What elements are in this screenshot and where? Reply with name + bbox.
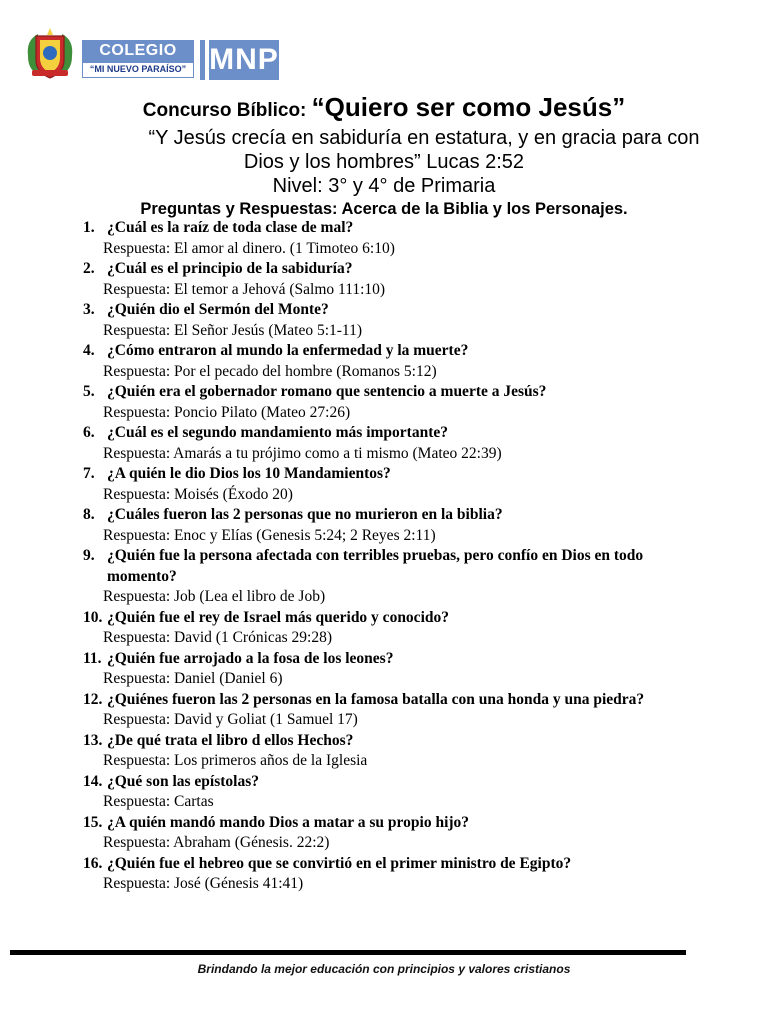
answer-text: Respuesta: David y Goliat (1 Samuel 17) (103, 711, 358, 728)
question-text: ¿De qué trata el libro d ellos Hechos? (107, 731, 354, 749)
section-subtitle: Preguntas y Respuestas: Acerca de la Biblia y los Personajes. (140, 200, 628, 218)
question-item (83, 546, 693, 608)
question-number: 9. (83, 547, 95, 564)
question-number: 7. (83, 465, 95, 482)
school-crest-icon (24, 26, 76, 82)
question-text: ¿Quién fue arrojado a la fosa de los leones? (107, 649, 394, 667)
question-text: ¿Quién fue el rey de Israel más querido y conocido? (107, 608, 449, 626)
question-text: ¿A quién mandó mando Dios a matar a su propio hijo? (107, 813, 470, 831)
question-text-row (83, 382, 693, 403)
question-text-row (83, 854, 693, 875)
question-number: 10. (83, 608, 103, 626)
question-text: ¿Cuál es el segundo mandamiento más importante? (107, 424, 449, 441)
answer-text: Respuesta: Abraham (Génesis. 22:2) (103, 834, 330, 851)
contest-title: “Quiero ser como Jesús” (311, 92, 626, 122)
question-text: ¿A quién le dio Dios los 10 Mandamientos? (107, 465, 391, 482)
question-text-row (83, 772, 693, 793)
question-item (83, 341, 693, 382)
question-number: 14. (83, 772, 103, 790)
question-number: 5. (83, 383, 95, 400)
answer-text: Respuesta: Cartas (103, 793, 214, 810)
document-header (0, 92, 768, 220)
question-text-row (83, 300, 693, 321)
question-item (83, 854, 693, 895)
verse-line-2: Dios y los hombres” Lucas 2:52 (243, 151, 525, 173)
question-number: 4. (83, 342, 95, 359)
contest-title-line (0, 92, 768, 126)
question-text: ¿Cuál es el principio de la sabiduría? (107, 260, 353, 277)
question-item (83, 259, 693, 300)
question-item (83, 423, 693, 464)
answer-text: Respuesta: Los primeros años de la Iglesia (103, 752, 368, 769)
question-text: ¿Quién era el gobernador romano que sentencio a muerte a Jesús? (107, 383, 547, 400)
question-number: 16. (83, 854, 103, 872)
contest-label: Concurso Bíblico: (142, 100, 307, 121)
question-number: 13. (83, 731, 103, 749)
question-text-row (83, 813, 693, 834)
question-number: 3. (83, 301, 95, 318)
question-text-row (83, 341, 693, 362)
question-number: 1. (83, 219, 95, 236)
question-text: ¿Quién dio el Sermón del Monte? (107, 301, 329, 318)
question-item (83, 382, 693, 423)
question-item (83, 300, 693, 341)
question-item (83, 464, 693, 505)
question-text-row (83, 423, 693, 444)
question-item (83, 813, 693, 854)
school-name: “MI NUEVO PARAÍSO” (82, 62, 194, 78)
answer-text: Respuesta: El temor a Jehová (Salmo 111:10) (103, 280, 386, 298)
question-text: ¿Quién fue el hebreo que se convirtió en el primer ministro de Egipto? (107, 854, 572, 872)
question-text-row (83, 608, 693, 629)
question-text: ¿Qué son las epístolas? (107, 772, 260, 790)
question-text-row (83, 464, 693, 485)
question-item (83, 505, 693, 546)
answer-text: Respuesta: El Señor Jesús (Mateo 5:1-11) (103, 321, 363, 339)
question-item (83, 731, 693, 772)
colegio-label-box (82, 40, 194, 80)
question-item (83, 649, 693, 690)
answer-text: Respuesta: Amarás a tu prójimo como a ti mismo (Mateo 22:39) (103, 444, 502, 462)
question-number: 8. (83, 506, 95, 523)
question-text-row (83, 731, 693, 752)
logo-divider (200, 40, 205, 80)
school-acronym: MNP (209, 40, 279, 80)
question-text-row (83, 546, 693, 587)
question-text: ¿Quién fue la persona afectada con terribles pruebas, pero confío en Dios en todo momento? (107, 547, 644, 585)
answer-text: Respuesta: David (1 Crónicas 29:28) (103, 629, 333, 646)
answer-text: Respuesta: El amor al dinero. (1 Timoteo 6:10) (103, 239, 395, 257)
question-number: 6. (83, 424, 95, 441)
question-text: ¿Cuál es la raíz de toda clase de mal? (107, 219, 354, 236)
questions-list (83, 218, 693, 895)
footer-divider (10, 950, 686, 955)
question-text-row (83, 505, 693, 526)
verse-line-1: “Y Jesús crecía en sabiduría en estatura, y en gracia para con (148, 127, 700, 149)
question-item (83, 690, 693, 731)
question-number: 12. (83, 690, 103, 708)
answer-text: Respuesta: Poncio Pilato (Mateo 27:26) (103, 403, 351, 421)
question-number: 15. (83, 813, 103, 831)
question-text-row (83, 649, 693, 670)
footer-motto: Brindando la mejor educación con principios y valores cristianos (197, 962, 571, 976)
answer-text: Respuesta: Daniel (Daniel 6) (103, 670, 283, 687)
colegio-word: COLEGIO (82, 40, 194, 62)
question-text-row (83, 690, 693, 711)
question-text-row (83, 218, 693, 239)
question-text: ¿Cómo entraron al mundo la enfermedad y la muerte? (107, 342, 469, 359)
school-logo (22, 22, 282, 86)
grade-level: Nivel: 3° y 4° de Primaria (272, 175, 496, 197)
question-text: ¿Cuáles fueron las 2 personas que no murieron en la biblia? (107, 506, 503, 523)
answer-text: Respuesta: Por el pecado del hombre (Romanos 5:12) (103, 362, 437, 380)
answer-text: Respuesta: Enoc y Elías (Genesis 5:24; 2 Reyes 2:11) (103, 526, 436, 544)
answer-text: Respuesta: Moisés (Éxodo 20) (103, 485, 293, 503)
question-text: ¿Quiénes fueron las 2 personas en la famosa batalla con una honda y una piedra? (107, 690, 645, 708)
question-item (83, 608, 693, 649)
question-item (83, 218, 693, 259)
question-item (83, 772, 693, 813)
question-number: 2. (83, 260, 95, 277)
answer-text: Respuesta: José (Génesis 41:41) (103, 875, 304, 892)
answer-text: Respuesta: Job (Lea el libro de Job) (103, 588, 326, 605)
question-number: 11. (83, 649, 102, 667)
question-text-row (83, 259, 693, 280)
